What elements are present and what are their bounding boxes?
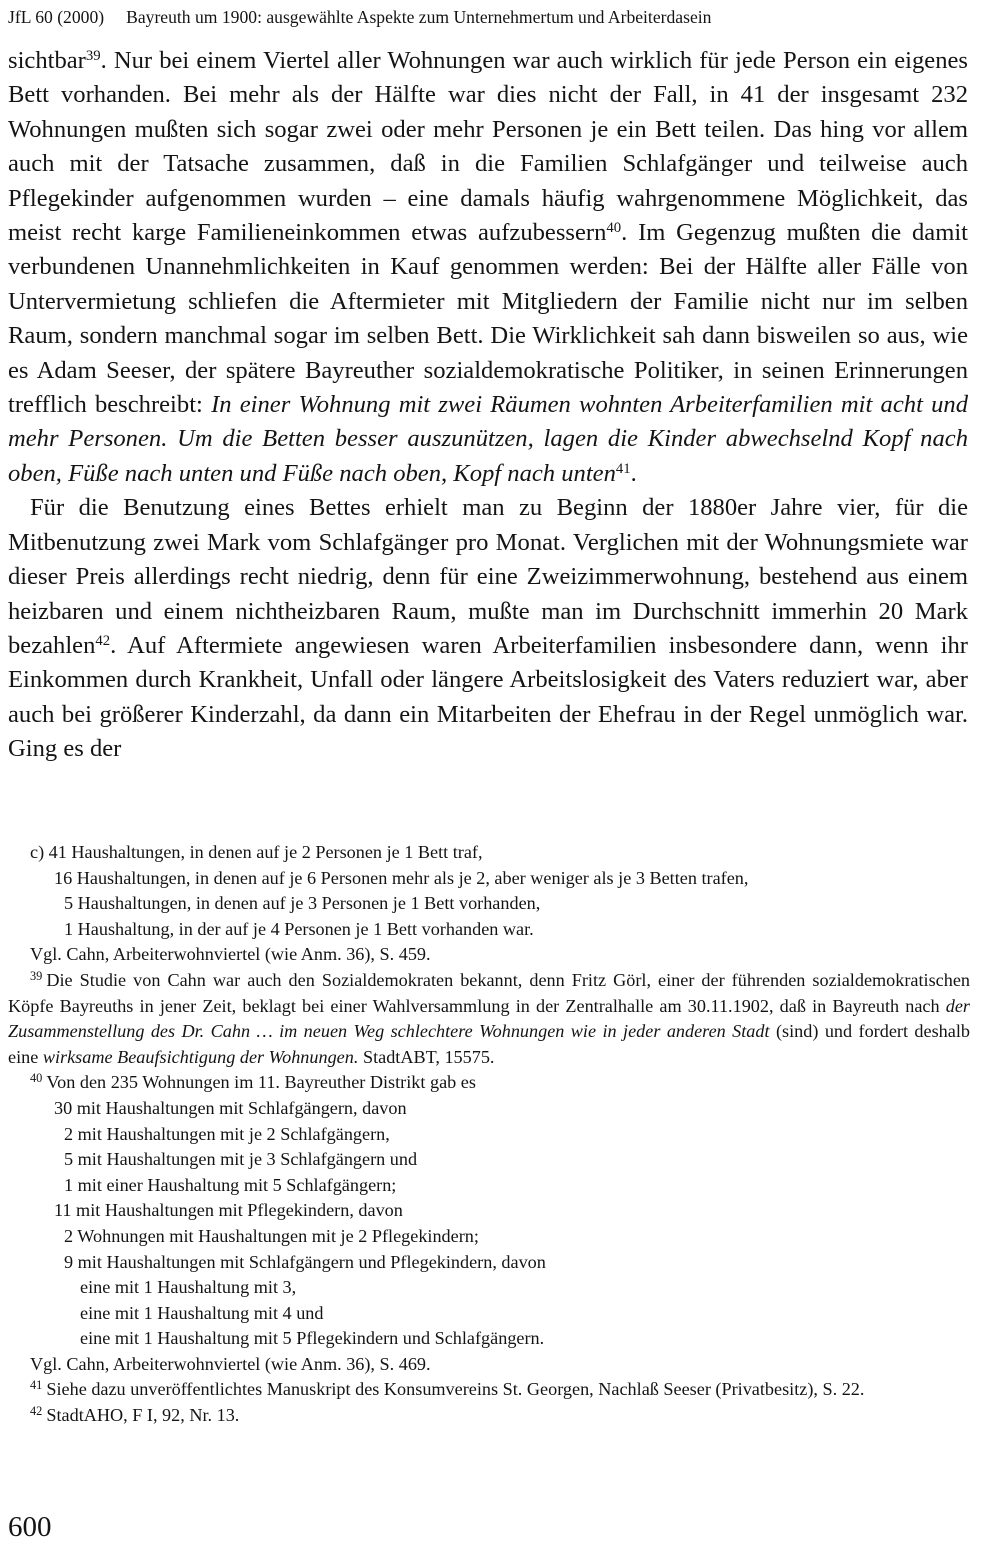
footnote-40-line: eine mit 1 Haushaltung mit 3,	[80, 1277, 297, 1298]
text-run: . Auf Aftermiete angewiesen waren Arbeiterfamilien insbesondere dann, wenn ihr Einkommen durch Krankheit, Unfall oder längere Arbeitslosigkeit des Vaters reduziert war, aber auch bei größerer Kinderzahl, da dann ein Mitarbeiten der Ehefrau in der Regel unmöglich war. Ging es der	[8, 631, 968, 763]
text-run: .	[630, 459, 637, 487]
footnote-number-41: 41	[30, 1378, 43, 1393]
footnote-40-line: 30 mit Haushaltungen mit Schlafgängern, davon	[54, 1097, 407, 1118]
footnote-c-line: c) 41 Haushaltungen, in denen auf je 2 Personen je 1 Bett traf,	[30, 842, 483, 862]
text-run: StadtABT, 15575.	[358, 1046, 495, 1067]
footnote-c-source: Vgl. Cahn, Arbeiterwohnviertel (wie Anm. 36), S. 459.	[30, 944, 431, 965]
footnote-40-line: 9 mit Haushaltungen mit Schlafgängern und Pflegekindern, davon	[64, 1251, 546, 1272]
footnote-40-line: 1 mit einer Haushaltung mit 5 Schlafgängern;	[64, 1174, 397, 1195]
paragraph-2	[8, 491, 968, 766]
text-run: Die Studie von Cahn war auch den Sozialdemokraten bekannt, denn Fritz Görl, einer der führenden sozialdemokratischen Köpfe Bayreuths in jener Zeit, beklagt bei einer Wahlversammlung in der Zentralhalle am 30.11.1902, daß in Bayreuth nach	[8, 969, 970, 1016]
text-run: . Nur bei einem Viertel aller Wohnungen war auch wirklich für jede Person ein eigenes Bett vorhanden. Bei mehr als der Hälfte war dies nicht der Fall, in 41 der insgesamt 232 Wohnungen mußten sich sogar zwei oder mehr Personen je ein Bett teilen. Das hing vor allem auch mit der Tatsache zusammen, daß in die Familien Schlafgänger und teilweise auch Pflegekinder aufgenommen wurden – eine damals häufig wahrgenommene Möglichkeit, das meist recht karge Familieneinkommen etwas aufzubessern	[8, 47, 968, 247]
footnote-40-line: eine mit 1 Haushaltung mit 5 Pflegekindern und Schlafgängern.	[80, 1328, 545, 1349]
footnote-c-line: 5 Haushaltungen, in denen auf je 3 Personen je 1 Bett vorhanden,	[64, 893, 541, 914]
footnote-40-line: 2 mit Haushaltungen mit je 2 Schlafgängern,	[64, 1123, 390, 1144]
footnote-ref-40[interactable]: 40	[606, 219, 622, 236]
footnote-ref-41[interactable]: 41	[615, 460, 631, 477]
footnote-39	[8, 968, 970, 1070]
article-title: Bayreuth um 1900: ausgewählte Aspekte zum Unternehmertum und Arbeiterdasein	[126, 7, 712, 27]
footnote-ref-42[interactable]: 42	[95, 632, 111, 649]
main-text	[8, 44, 968, 767]
page-number: 600	[8, 1511, 52, 1543]
text-run: (sind) und fordert deshalb eine	[8, 1021, 970, 1067]
text-run: StadtAHO, F I, 92, Nr. 13.	[46, 1405, 240, 1426]
text-run: Siehe dazu unveröffentlichtes Manuskript des Konsumvereins St. Georgen, Nachlaß Seeser (Privatbesitz), S. 22.	[46, 1379, 865, 1400]
quotation-seeser: In einer Wohnung mit zwei Räumen wohnten Arbeiterfamilien mit acht und mehr Personen. Um die Betten besser auszunützen, lagen die Kinder abwechselnd Kopf nach oben, Füße nach unten und Füße nach oben, Kopf nach unten	[8, 391, 968, 487]
footnote-40	[8, 1070, 970, 1096]
footnote-40-source: Vgl. Cahn, Arbeiterwohnviertel (wie Anm. 36), S. 469.	[30, 1353, 431, 1374]
footnote-c-line: 1 Haushaltung, in der auf je 4 Personen je 1 Bett vorhanden war.	[64, 918, 534, 939]
quotation: wirksame Beaufsichtigung der Wohnungen.	[42, 1046, 359, 1067]
footnote-40-line: 2 Wohnungen mit Haushaltungen mit je 2 Pflegekindern;	[64, 1225, 479, 1246]
footnote-40-line: 5 mit Haushaltungen mit je 3 Schlafgängern und	[64, 1149, 418, 1170]
footnote-number-42: 42	[30, 1403, 43, 1418]
footnote-number-39: 39	[30, 968, 43, 983]
text-run: Für die Benutzung eines Bettes erhielt man zu Beginn der 1880er Jahre vier, für die Mitbenutzung zwei Mark vom Schlafgänger pro Monat. Verglichen mit der Wohnungsmiete war dieser Preis allerdings recht niedrig, denn für eine Zweizimmerwohnung, bestehend aus einem heizbaren und einem nichtheizbaren Raum, mußte man im Durchschnitt immerhin 20 Mark bezahlen	[8, 494, 968, 659]
quotation: der Zusammenstellung des Dr. Cahn … im neuen Weg schlechtere Wohnungen wie in jeder anderen Stadt	[8, 995, 970, 1042]
text-run: . Im Gegenzug mußten die damit verbundenen Unannehmlichkeiten in Kauf genommen werden: Bei der Hälfte aller Fälle von Untervermietung schliefen die Aftermieter mit Mitgliedern der Familie nicht nur im selben Raum, sondern manchmal sogar im selben Bett. Die Wirklichkeit sah dann bisweilen so aus, wie es Adam Seeser, der spätere Bayreuther sozialdemokratische Politiker, in seinen Erinnerungen trefflich beschreibt:	[8, 219, 968, 419]
journal-reference: JfL 60 (2000)	[8, 7, 105, 27]
footnote-40-line: eine mit 1 Haushaltung mit 4 und	[80, 1302, 324, 1323]
running-header	[8, 6, 992, 28]
footnotes-section	[8, 840, 970, 1429]
text-run: Von den 235 Wohnungen im 11. Bayreuther Distrikt gab es	[46, 1072, 476, 1093]
footnote-ref-39[interactable]: 39	[85, 47, 101, 64]
footnote-40-line: 11 mit Haushaltungen mit Pflegekindern, davon	[54, 1200, 403, 1221]
text-run: sichtbar	[8, 47, 86, 74]
footnote-41	[8, 1377, 970, 1403]
footnote-42	[8, 1403, 970, 1429]
footnote-c-line: 16 Haushaltungen, in denen auf je 6 Personen mehr als je 2, aber weniger als je 3 Betten trafen,	[54, 867, 749, 888]
footnote-number-40: 40	[30, 1071, 43, 1086]
paragraph-1	[8, 44, 968, 491]
